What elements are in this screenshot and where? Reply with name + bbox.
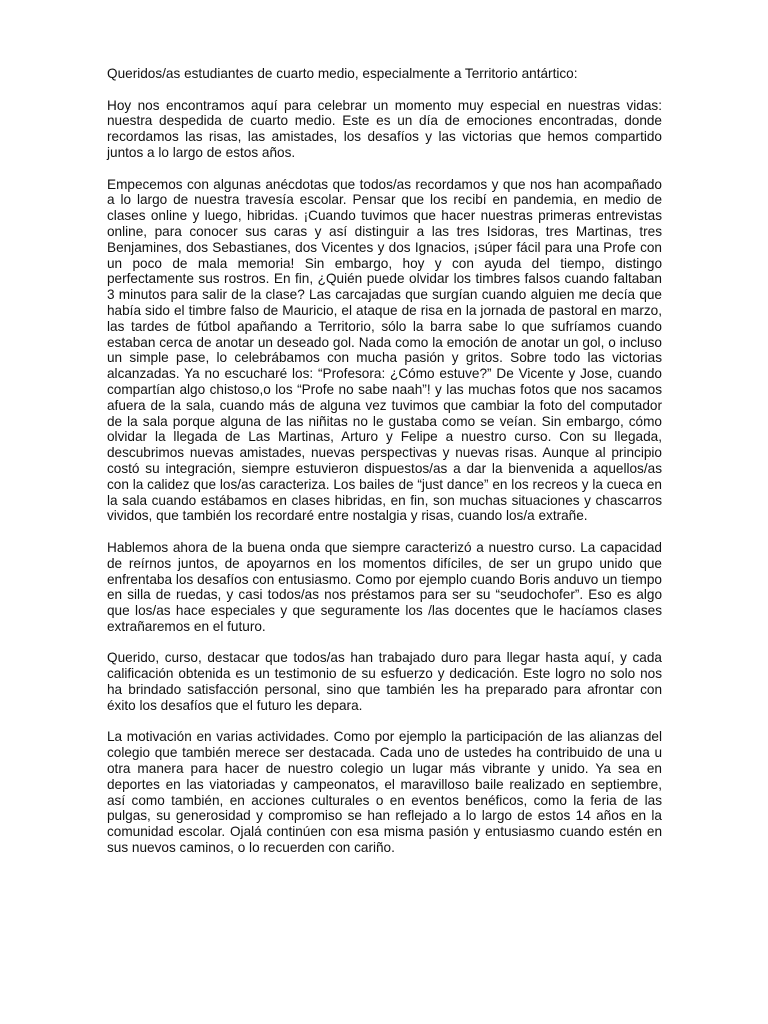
paragraph-good-vibes: Hablemos ahora de la buena onda que siempre caracterizó a nuestro curso. La capacidad de reírnos juntos, de apoyarnos en los momentos difíciles, de ser un grupo unido que enfrentaba los desafíos con entusiasmo. Como por ejemplo cuando Boris anduvo un tiempo en silla de ruedas, y casi todos/as nos préstamos para ser su “seudochofer”. Eso es algo que los/as hace especiales y que seguramente los /las docentes que le hacíamos clases extrañaremos en el futuro. [107, 539, 662, 634]
document-page [107, 66, 662, 872]
paragraph-motivation: La motivación en varias actividades. Como por ejemplo la participación de las alianzas del colegio que también merece ser destacada. Cada uno de ustedes ha contribuido de una u otra manera para hacer de nuestro colegio un lugar más vibrante y unido. Ya sea en deportes en las viatoriadas y campeonatos, el maravilloso baile realizado en septiembre, así como también, en acciones culturales o en eventos benéficos, como la feria de las pulgas, su generosidad y compromiso se han reflejado a lo largo de estos 14 años en la comunidad escolar. Ojalá continúen con esa misma pasión y entusiasmo cuando estén en sus nuevos caminos, o lo recuerden con cariño. [107, 729, 662, 856]
paragraph-intro: Hoy nos encontramos aquí para celebrar un momento muy especial en nuestras vidas: nuestra despedida de cuarto medio. Este es un día de emociones encontradas, donde recordamos las risas, las amistades, los desafíos y las victorias que hemos compartido juntos a lo largo de estos años. [107, 97, 662, 160]
paragraph-achievements: Querido, curso, destacar que todos/as han trabajado duro para llegar hasta aquí, y cada calificación obtenida es un testimonio de su esfuerzo y dedicación. Este logro no solo nos ha brindado satisfacción personal, sino que también les ha preparado para afrontar con éxito los desafíos que el futuro les depara. [107, 650, 662, 713]
greeting-line: Queridos/as estudiantes de cuarto medio, especialmente a Territorio antártico: [107, 66, 578, 81]
paragraph-anecdotes: Empecemos con algunas anécdotas que todos/as recordamos y que nos han acompañado a lo largo de nuestra travesía escolar. Pensar que los recibí en pandemia, en medio de clases online y luego, hibridas. ¡Cuando tuvimos que hacer nuestras primeras entrevistas online, para conocer sus caras y así distinguir a las tres Isidoras, tres Martinas, tres Benjamines, dos Sebastianes, dos Vicentes y dos Ignacios, ¡súper fácil para una Profe con un poco de mala memoria! Sin embargo, hoy y con ayuda del tiempo, distingo perfectamente sus rostros. En fin, ¿Quién puede olvidar los timbres falsos cuando faltaban 3 minutos para salir de la clase? Las carcajadas que surgían cuando alguien me decía que había sido el timbre falso de Mauricio, el ataque de risa en la jornada de pastoral en marzo, las tardes de fútbol apañando a Territorio, sólo la barra sabe lo que sufríamos cuando estaban cerca de anotar un deseado gol. Nada como la emoción de anotar un gol, o incluso un simple pase, lo celebrábamos con mucha pasión y gritos. Sobre todo las victorias alcanzadas. Ya no escucharé los: “Profesora: ¿Cómo estuve?” De Vicente y Jose, cuando compartían algo chistoso,o los “Profe no sabe naah”! y las muchas fotos que nos sacamos afuera de la sala, cuando más de alguna vez tuvimos que cambiar la foto del computador de la sala porque alguna de las niñitas no le gustaba como se veían. Sin embargo, cómo olvidar la llegada de Las Martinas, Arturo y Felipe a nuestro curso. Con su llegada, descubrimos nuevas amistades, nuevas perspectivas y nuevas risas. Aunque al principio costó su integración, siempre estuvieron dispuestos/as a dar la bienvenida a aquellos/as con la calidez que los/as caracteriza. Los bailes de “just dance” en los recreos y la cueca en la sala cuando estábamos en clases hibridas, en fin, son muchas situaciones y chascarros vividos, que también los recordaré entre nostalgia y risas, cuando los/a extrañe. [107, 176, 662, 524]
